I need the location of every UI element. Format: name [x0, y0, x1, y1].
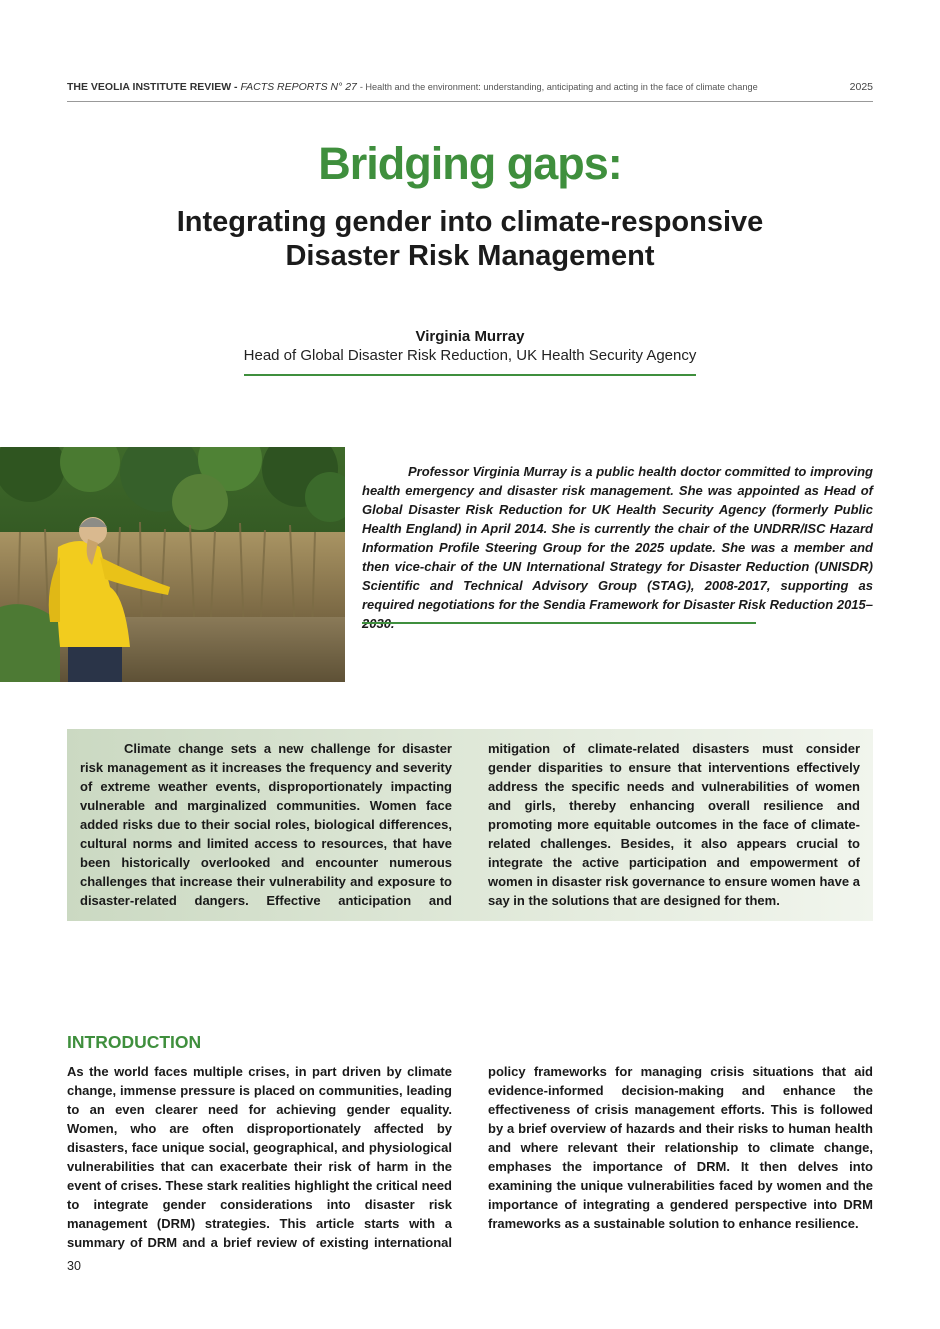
field-photo — [0, 447, 345, 682]
abstract — [80, 739, 860, 910]
series-name: FACTS REPORTS N° 27 — [240, 81, 357, 93]
abstract-text: Climate change sets a new challenge for disaster risk management as it increases the frequency and severity of extreme weather events, disproportionately impacting vulnerable and marginalized communities. Women face added risks due to their social roles, biological differences, cultural norms and limited access to resources, that have been historically overlooked and encounter numerous challenges that increase their vulnerability and exposure to disaster-related dangers. Effective anticipation and mitigation of climate-related disasters must consider gender disparities to ensure that interventions effectively address the specific needs and vulnerabilities of women and girls, thereby enhancing overall resilience and promoting more equitable outcomes in the face of climate-related challenges. Besides, it also appears crucial to integrate the active participation and empowerment of women in disaster risk governance to ensure women have a say in the solutions that are designed for them. — [80, 741, 860, 908]
bio-divider — [362, 622, 756, 624]
article-subtitle — [120, 205, 820, 273]
article-title: Bridging gaps: — [318, 138, 622, 189]
author-divider — [244, 374, 696, 376]
author-affiliation: Head of Global Disaster Risk Reduction, UK Health Security Agency — [243, 347, 697, 364]
publication-name: THE VEOLIA INSTITUTE REVIEW - — [67, 81, 238, 93]
author-name: Virginia Murray — [415, 328, 525, 345]
section-heading-introduction: INTRODUCTION — [67, 1032, 202, 1052]
introduction-text: As the world faces multiple crises, in part driven by climate change, immense pressure is placed on communities, leading to an even clearer need for achieving gender equality. Women, who are often disproportionately affected by disasters, face unique social, geographical, and physiological vulnerabilities that can exacerbate their risk of harm in the event of crises. These stark realities highlight the critical need to integrate gender considerations into disaster risk management (DRM) strategies. This article starts with a summary of DRM and a brief review of existing international policy frameworks for managing crisis situations that aid evidence-informed decision-making and enhance the effectiveness of crisis management efforts. This is followed by a brief overview of hazards and their risks to human health and where relevant their relationship to climate change, emphases the importance of DRM. It then delves into examining the unique vulnerabilities faced by women and the importance of integrating a gendered perspective into DRM frameworks as a sustainable solution to enhance resilience. — [67, 1064, 873, 1250]
page-number: 30 — [67, 1259, 81, 1273]
header-divider — [67, 101, 873, 102]
article-subtitle-line-2: Disaster Risk Management — [285, 240, 655, 272]
issue-subtitle: - Health and the environment: understanding, anticipating and acting in the face of climate change — [359, 82, 758, 92]
issue-year: 2025 — [849, 81, 873, 93]
article-subtitle-line-1: Integrating gender into climate-responsive — [176, 206, 764, 238]
running-header — [67, 81, 873, 93]
author-bio: Professor Virginia Murray is a public health doctor committed to improving health emergency and disaster risk management. She was appointed as Head of Global Disaster Risk Reduction for UK Health Security Agency (formerly Public Health England) in April 2014. She is currently the chair of the UNDRR/ISC Hazard Information Profile Steering Group for the 2025 update. She was a member and then vice-chair of the UN International Strategy for Disaster Reduction (UNISDR) Scientific and Technical Advisory Group (STAG), 2008-2017, supporting as required negotiations for the Sendia Framework for Disaster Risk Reduction 2015– — [362, 464, 873, 612]
